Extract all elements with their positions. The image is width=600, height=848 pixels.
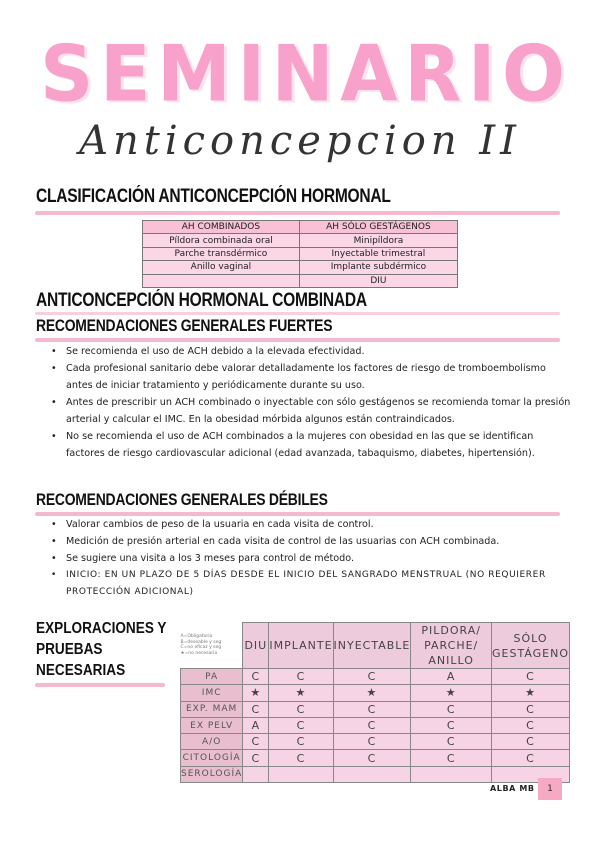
heading-line: PRUEBAS — [36, 641, 103, 658]
weak-recommendations-list — [48, 516, 573, 601]
table-row — [143, 274, 458, 287]
table-cell: ★ — [243, 685, 269, 701]
classification-table — [142, 220, 458, 288]
table-cell — [243, 766, 269, 782]
table-cell: Minipíldora — [299, 234, 457, 247]
table-cell: C — [333, 717, 411, 733]
list-item: • No se recomienda el uso de ACH combinados a la mujeres con obesidad en las que se identifican factores de riesgo cardiovascular adicional (edad avanzada, tabaquismo, diabetes, hipertensión). — [48, 428, 573, 462]
heading-underline — [35, 683, 165, 687]
table-cell: A — [411, 669, 492, 685]
table-cell: A — [243, 717, 269, 733]
table-cell: C — [333, 750, 411, 766]
table-cell: C — [243, 669, 269, 685]
strong-recommendations-list — [48, 343, 573, 462]
table-cell — [411, 766, 492, 782]
table-cell: DIU — [299, 274, 457, 287]
table-cell: Parche transdérmico — [143, 247, 300, 260]
section-heading-combined: ANTICONCEPCIÓN HORMONAL COMBINADA — [36, 290, 367, 311]
table-cell: ★ — [269, 685, 333, 701]
title-letter: I — [467, 28, 496, 120]
table-header: AH SÓLO GESTÁGENOS — [299, 221, 457, 234]
table-header-row — [181, 623, 570, 669]
exploraciones-table — [180, 622, 570, 783]
row-label: PA — [181, 669, 243, 685]
page-title — [40, 30, 565, 118]
exploraciones-heading — [36, 618, 166, 681]
table-cell — [333, 766, 411, 782]
table-cell: C — [243, 701, 269, 717]
title-letter: S — [40, 28, 94, 120]
list-item: • Cada profesional sanitario debe valorar detalladamente los factores de riesgo de tromboembolismo antes de iniciar tratamiento y periódicamente durante su uso. — [48, 360, 573, 394]
subheading-strong: RECOMENDACIONES GENERALES FUERTES — [36, 316, 333, 335]
column-header: IMPLANTE — [269, 623, 333, 669]
row-label: EX PELV — [181, 717, 243, 733]
legend-line: B=deseable y seg — [180, 639, 222, 645]
table-cell: C — [269, 669, 333, 685]
row-label: SEROLOGÍA — [181, 766, 243, 782]
table-cell — [269, 766, 333, 782]
table-cell: C — [492, 734, 570, 750]
table-cell: C — [492, 717, 570, 733]
subheading-weak: RECOMENDACIONES GENERALES DÉBILES — [36, 490, 328, 509]
table-cell: C — [492, 750, 570, 766]
table-cell: C — [411, 750, 492, 766]
table-cell: Inyectable trimestral — [299, 247, 457, 260]
legend-cell — [181, 623, 243, 669]
table-row — [181, 766, 570, 782]
row-label: A/O — [181, 734, 243, 750]
table-cell: Anillo vaginal — [143, 261, 300, 274]
list-item: • Medición de presión arterial en cada visita de control de las usuarias con ACH combinada. — [48, 533, 573, 550]
table-row — [181, 750, 570, 766]
column-header: DIU — [243, 623, 269, 669]
title-letter: M — [157, 28, 231, 120]
heading-line: EXPLORACIONES Y — [36, 620, 167, 637]
heading-underline — [35, 338, 560, 342]
title-letter: O — [502, 28, 565, 120]
page-subtitle: Anticoncepcion II — [79, 118, 521, 164]
heading-underline — [35, 312, 560, 315]
column-header: PILDORA/ PARCHE/ ANILLO — [411, 623, 492, 669]
table-cell: C — [333, 734, 411, 750]
list-item: • Se sugiere una visita a los 3 meses para control de método. — [48, 550, 573, 567]
table-cell: C — [411, 701, 492, 717]
table-header: AH COMBINADOS — [143, 221, 300, 234]
list-item: • INICIO: EN UN PLAZO DE 5 DÍAS DESDE EL INICIO DEL SANGRADO MENSTRUAL (NO REQUIERER PROTECCIÓN ADICIONAL) — [48, 567, 573, 601]
table-cell: Píldora combinada oral — [143, 234, 300, 247]
table-cell: C — [492, 669, 570, 685]
table-cell: C — [333, 701, 411, 717]
row-label: EXP. MAM — [181, 701, 243, 717]
column-header: SÓLO GESTÁGENO — [492, 623, 570, 669]
table-cell — [143, 274, 300, 287]
table-cell: C — [269, 717, 333, 733]
table-row — [181, 701, 570, 717]
table-row — [181, 669, 570, 685]
table-header-row — [143, 221, 458, 234]
table-cell: C — [492, 701, 570, 717]
title-letter: E — [99, 28, 151, 120]
table-row — [181, 717, 570, 733]
column-header: INYECTABLE — [333, 623, 411, 669]
section-heading-classification: CLASIFICACIÓN ANTICONCEPCIÓN HORMONAL — [36, 186, 391, 207]
table-row — [143, 234, 458, 247]
page-number: 1 — [538, 778, 562, 800]
table-cell: C — [411, 734, 492, 750]
title-letter: A — [340, 28, 398, 120]
title-letter: I — [237, 28, 266, 120]
table-cell: ★ — [333, 685, 411, 701]
table-cell: ★ — [492, 685, 570, 701]
title-letter: N — [271, 28, 334, 120]
author-label: ALBA MB — [490, 784, 535, 793]
row-label: CITOLOGÍA — [181, 750, 243, 766]
list-item: • Antes de prescribir un ACH combinado o inyectable con sólo gestágenos se recomienda tomar la presión arterial y calcular el IMC. En la obesidad mórbida algunos están contraindicados. — [48, 394, 573, 428]
heading-underline — [35, 211, 560, 215]
legend-line: A=Obligatoria — [180, 634, 213, 640]
list-item: • Se recomienda el uso de ACH debido a la elevada efectividad. — [48, 343, 573, 360]
table-cell: C — [243, 734, 269, 750]
table-cell: Implante subdérmico — [299, 261, 457, 274]
table-cell: C — [333, 669, 411, 685]
table-row — [143, 261, 458, 274]
legend-line: C=no eficaz y seg — [180, 645, 222, 651]
table-cell: C — [269, 734, 333, 750]
table-cell: ★ — [411, 685, 492, 701]
table-cell: C — [269, 750, 333, 766]
row-label: IMC — [181, 685, 243, 701]
list-item: • Valorar cambios de peso de la usuaria en cada visita de control. — [48, 516, 573, 533]
table-cell: C — [243, 750, 269, 766]
table-row — [181, 734, 570, 750]
table-cell: C — [411, 717, 492, 733]
table-cell: C — [269, 701, 333, 717]
legend-line: ★=no necesaria — [180, 650, 218, 656]
table-row — [143, 247, 458, 260]
title-letter: R — [404, 28, 462, 120]
table-row — [181, 685, 570, 701]
heading-line: NECESARIAS — [36, 662, 126, 679]
